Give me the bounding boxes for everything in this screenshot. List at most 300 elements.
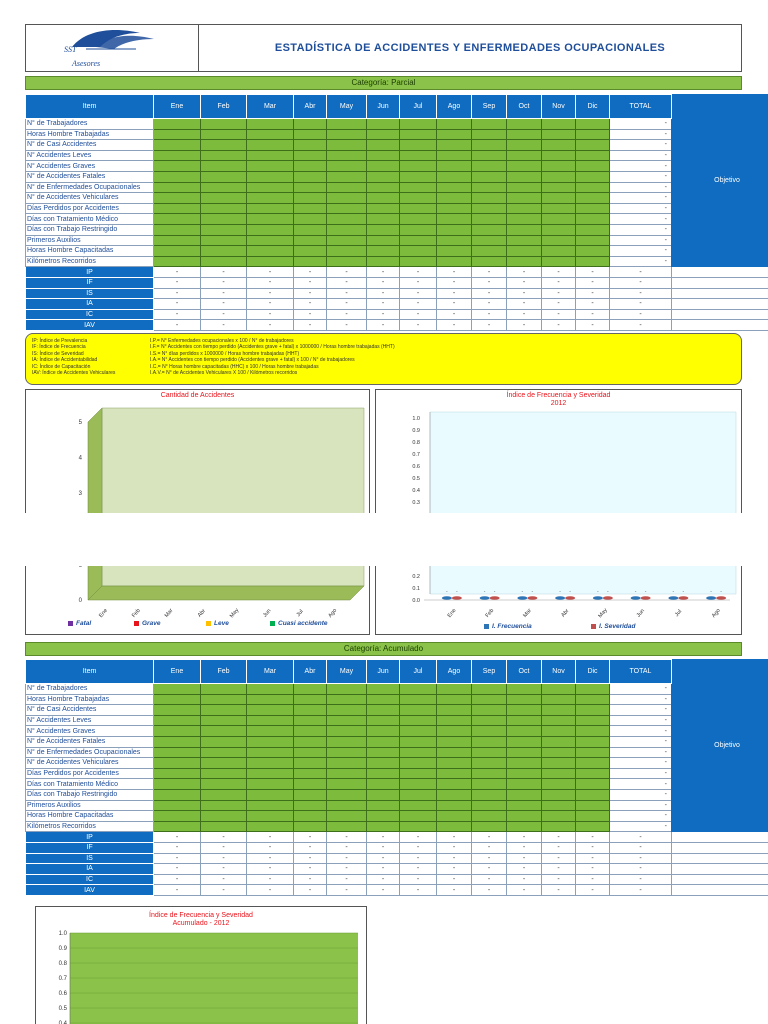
data-input-cell[interactable] [576,119,610,130]
data-input-cell[interactable] [247,171,294,182]
data-input-cell[interactable] [154,224,201,235]
data-input-cell[interactable] [542,779,576,790]
data-input-cell[interactable] [507,705,542,716]
data-input-cell[interactable] [247,140,294,151]
data-input-cell[interactable] [507,171,542,182]
data-input-cell[interactable] [367,119,400,130]
data-input-cell[interactable] [576,800,610,811]
data-input-cell[interactable] [472,182,507,193]
data-input-cell[interactable] [294,768,327,779]
data-input-cell[interactable] [576,171,610,182]
data-input-cell[interactable] [507,246,542,257]
data-input-cell[interactable] [327,161,367,172]
data-input-cell[interactable] [542,694,576,705]
data-input-cell[interactable] [472,684,507,695]
data-input-cell[interactable] [367,256,400,267]
data-input-cell[interactable] [437,203,472,214]
data-input-cell[interactable] [247,161,294,172]
data-input-cell[interactable] [367,747,400,758]
data-input-cell[interactable] [576,789,610,800]
data-input-cell[interactable] [294,182,327,193]
data-input-cell[interactable] [294,203,327,214]
data-input-cell[interactable] [437,150,472,161]
data-input-cell[interactable] [437,694,472,705]
data-input-cell[interactable] [154,684,201,695]
data-input-cell[interactable] [154,235,201,246]
data-input-cell[interactable] [294,256,327,267]
data-input-cell[interactable] [367,694,400,705]
data-input-cell[interactable] [247,150,294,161]
data-input-cell[interactable] [576,684,610,695]
data-input-cell[interactable] [576,129,610,140]
data-input-cell[interactable] [154,246,201,257]
data-input-cell[interactable] [507,811,542,822]
data-input-cell[interactable] [400,203,437,214]
data-input-cell[interactable] [472,726,507,737]
data-input-cell[interactable] [327,256,367,267]
data-input-cell[interactable] [437,171,472,182]
data-input-cell[interactable] [327,726,367,737]
data-input-cell[interactable] [576,694,610,705]
data-input-cell[interactable] [437,736,472,747]
data-input-cell[interactable] [327,150,367,161]
data-input-cell[interactable] [294,171,327,182]
data-input-cell[interactable] [294,246,327,257]
data-input-cell[interactable] [542,705,576,716]
data-input-cell[interactable] [472,705,507,716]
data-input-cell[interactable] [542,821,576,832]
data-input-cell[interactable] [201,758,247,769]
data-input-cell[interactable] [507,715,542,726]
data-input-cell[interactable] [437,684,472,695]
data-input-cell[interactable] [247,726,294,737]
data-input-cell[interactable] [327,821,367,832]
data-input-cell[interactable] [542,246,576,257]
data-input-cell[interactable] [437,246,472,257]
data-input-cell[interactable] [367,161,400,172]
data-input-cell[interactable] [472,779,507,790]
data-input-cell[interactable] [201,171,247,182]
data-input-cell[interactable] [367,768,400,779]
data-input-cell[interactable] [507,758,542,769]
data-input-cell[interactable] [367,800,400,811]
data-input-cell[interactable] [327,140,367,151]
data-input-cell[interactable] [367,684,400,695]
data-input-cell[interactable] [367,246,400,257]
data-input-cell[interactable] [576,779,610,790]
data-input-cell[interactable] [294,119,327,130]
data-input-cell[interactable] [542,203,576,214]
data-input-cell[interactable] [247,235,294,246]
data-input-cell[interactable] [154,161,201,172]
data-input-cell[interactable] [201,182,247,193]
data-input-cell[interactable] [201,161,247,172]
data-input-cell[interactable] [400,193,437,204]
data-input-cell[interactable] [154,256,201,267]
data-input-cell[interactable] [437,800,472,811]
data-input-cell[interactable] [507,224,542,235]
data-input-cell[interactable] [507,694,542,705]
data-input-cell[interactable] [367,821,400,832]
data-input-cell[interactable] [247,694,294,705]
data-input-cell[interactable] [154,779,201,790]
data-input-cell[interactable] [201,800,247,811]
data-input-cell[interactable] [154,800,201,811]
data-input-cell[interactable] [327,171,367,182]
data-input-cell[interactable] [294,694,327,705]
data-input-cell[interactable] [294,800,327,811]
data-input-cell[interactable] [576,182,610,193]
data-input-cell[interactable] [367,811,400,822]
data-input-cell[interactable] [542,161,576,172]
data-input-cell[interactable] [201,779,247,790]
data-input-cell[interactable] [437,161,472,172]
data-input-cell[interactable] [576,214,610,225]
data-input-cell[interactable] [294,705,327,716]
data-input-cell[interactable] [437,256,472,267]
data-input-cell[interactable] [507,684,542,695]
data-input-cell[interactable] [400,705,437,716]
data-input-cell[interactable] [472,235,507,246]
data-input-cell[interactable] [472,789,507,800]
data-input-cell[interactable] [367,779,400,790]
data-input-cell[interactable] [294,193,327,204]
data-input-cell[interactable] [576,736,610,747]
data-input-cell[interactable] [400,768,437,779]
data-input-cell[interactable] [294,789,327,800]
data-input-cell[interactable] [367,171,400,182]
data-input-cell[interactable] [400,182,437,193]
data-input-cell[interactable] [247,789,294,800]
data-input-cell[interactable] [437,214,472,225]
data-input-cell[interactable] [542,235,576,246]
data-input-cell[interactable] [201,119,247,130]
data-input-cell[interactable] [400,715,437,726]
data-input-cell[interactable] [367,789,400,800]
data-input-cell[interactable] [576,246,610,257]
data-input-cell[interactable] [294,726,327,737]
data-input-cell[interactable] [437,726,472,737]
data-input-cell[interactable] [294,811,327,822]
data-input-cell[interactable] [294,715,327,726]
data-input-cell[interactable] [201,129,247,140]
data-input-cell[interactable] [400,684,437,695]
data-input-cell[interactable] [576,726,610,737]
data-input-cell[interactable] [201,193,247,204]
data-input-cell[interactable] [400,736,437,747]
data-input-cell[interactable] [154,736,201,747]
data-input-cell[interactable] [542,256,576,267]
data-input-cell[interactable] [542,129,576,140]
data-input-cell[interactable] [507,235,542,246]
data-input-cell[interactable] [507,214,542,225]
data-input-cell[interactable] [154,715,201,726]
data-input-cell[interactable] [472,129,507,140]
data-input-cell[interactable] [507,140,542,151]
data-input-cell[interactable] [472,193,507,204]
data-input-cell[interactable] [201,705,247,716]
data-input-cell[interactable] [154,150,201,161]
data-input-cell[interactable] [400,119,437,130]
data-input-cell[interactable] [247,182,294,193]
data-input-cell[interactable] [437,193,472,204]
data-input-cell[interactable] [327,119,367,130]
data-input-cell[interactable] [576,705,610,716]
data-input-cell[interactable] [437,811,472,822]
data-input-cell[interactable] [507,193,542,204]
data-input-cell[interactable] [472,736,507,747]
data-input-cell[interactable] [327,758,367,769]
data-input-cell[interactable] [367,736,400,747]
data-input-cell[interactable] [576,821,610,832]
data-input-cell[interactable] [400,161,437,172]
data-input-cell[interactable] [472,747,507,758]
data-input-cell[interactable] [576,203,610,214]
data-input-cell[interactable] [472,214,507,225]
data-input-cell[interactable] [542,171,576,182]
data-input-cell[interactable] [472,715,507,726]
data-input-cell[interactable] [542,811,576,822]
data-input-cell[interactable] [437,119,472,130]
data-input-cell[interactable] [201,715,247,726]
data-input-cell[interactable] [507,768,542,779]
data-input-cell[interactable] [367,129,400,140]
data-input-cell[interactable] [507,203,542,214]
data-input-cell[interactable] [400,140,437,151]
data-input-cell[interactable] [327,193,367,204]
data-input-cell[interactable] [437,140,472,151]
data-input-cell[interactable] [327,684,367,695]
data-input-cell[interactable] [400,235,437,246]
data-input-cell[interactable] [400,214,437,225]
data-input-cell[interactable] [247,193,294,204]
data-input-cell[interactable] [201,224,247,235]
data-input-cell[interactable] [294,758,327,769]
data-input-cell[interactable] [294,684,327,695]
data-input-cell[interactable] [400,171,437,182]
data-input-cell[interactable] [294,779,327,790]
data-input-cell[interactable] [507,150,542,161]
data-input-cell[interactable] [542,715,576,726]
data-input-cell[interactable] [437,182,472,193]
data-input-cell[interactable] [201,214,247,225]
data-input-cell[interactable] [294,140,327,151]
data-input-cell[interactable] [294,129,327,140]
data-input-cell[interactable] [327,736,367,747]
data-input-cell[interactable] [472,811,507,822]
data-input-cell[interactable] [327,789,367,800]
data-input-cell[interactable] [437,705,472,716]
data-input-cell[interactable] [367,726,400,737]
data-input-cell[interactable] [247,758,294,769]
data-input-cell[interactable] [437,789,472,800]
data-input-cell[interactable] [201,789,247,800]
data-input-cell[interactable] [367,150,400,161]
data-input-cell[interactable] [154,705,201,716]
data-input-cell[interactable] [400,150,437,161]
data-input-cell[interactable] [576,235,610,246]
data-input-cell[interactable] [367,224,400,235]
data-input-cell[interactable] [472,203,507,214]
data-input-cell[interactable] [247,119,294,130]
data-input-cell[interactable] [507,779,542,790]
data-input-cell[interactable] [201,140,247,151]
data-input-cell[interactable] [507,800,542,811]
data-input-cell[interactable] [154,758,201,769]
data-input-cell[interactable] [400,726,437,737]
data-input-cell[interactable] [542,193,576,204]
data-input-cell[interactable] [154,203,201,214]
data-input-cell[interactable] [472,140,507,151]
data-input-cell[interactable] [400,246,437,257]
data-input-cell[interactable] [542,758,576,769]
data-input-cell[interactable] [400,800,437,811]
data-input-cell[interactable] [472,150,507,161]
data-input-cell[interactable] [576,256,610,267]
data-input-cell[interactable] [201,821,247,832]
data-input-cell[interactable] [154,789,201,800]
data-input-cell[interactable] [367,715,400,726]
data-input-cell[interactable] [247,736,294,747]
data-input-cell[interactable] [437,235,472,246]
data-input-cell[interactable] [576,715,610,726]
data-input-cell[interactable] [507,129,542,140]
data-input-cell[interactable] [247,747,294,758]
data-input-cell[interactable] [327,715,367,726]
data-input-cell[interactable] [201,246,247,257]
data-input-cell[interactable] [542,684,576,695]
data-input-cell[interactable] [327,235,367,246]
data-input-cell[interactable] [400,811,437,822]
data-input-cell[interactable] [576,747,610,758]
data-input-cell[interactable] [400,129,437,140]
data-input-cell[interactable] [507,161,542,172]
data-input-cell[interactable] [201,768,247,779]
data-input-cell[interactable] [507,789,542,800]
data-input-cell[interactable] [472,171,507,182]
data-input-cell[interactable] [294,161,327,172]
data-input-cell[interactable] [327,800,367,811]
data-input-cell[interactable] [367,203,400,214]
data-input-cell[interactable] [247,684,294,695]
data-input-cell[interactable] [201,726,247,737]
data-input-cell[interactable] [294,235,327,246]
data-input-cell[interactable] [247,214,294,225]
data-input-cell[interactable] [542,182,576,193]
data-input-cell[interactable] [294,150,327,161]
data-input-cell[interactable] [472,161,507,172]
data-input-cell[interactable] [247,203,294,214]
data-input-cell[interactable] [576,161,610,172]
data-input-cell[interactable] [472,224,507,235]
data-input-cell[interactable] [201,694,247,705]
data-input-cell[interactable] [247,715,294,726]
data-input-cell[interactable] [327,203,367,214]
data-input-cell[interactable] [294,214,327,225]
data-input-cell[interactable] [201,203,247,214]
data-input-cell[interactable] [576,768,610,779]
data-input-cell[interactable] [247,129,294,140]
data-input-cell[interactable] [247,768,294,779]
data-input-cell[interactable] [437,747,472,758]
data-input-cell[interactable] [507,256,542,267]
data-input-cell[interactable] [154,768,201,779]
data-input-cell[interactable] [507,119,542,130]
data-input-cell[interactable] [542,789,576,800]
data-input-cell[interactable] [437,715,472,726]
data-input-cell[interactable] [294,821,327,832]
data-input-cell[interactable] [367,705,400,716]
data-input-cell[interactable] [400,779,437,790]
data-input-cell[interactable] [507,736,542,747]
data-input-cell[interactable] [247,246,294,257]
data-input-cell[interactable] [154,140,201,151]
data-input-cell[interactable] [576,193,610,204]
data-input-cell[interactable] [437,821,472,832]
data-input-cell[interactable] [472,119,507,130]
data-input-cell[interactable] [542,140,576,151]
data-input-cell[interactable] [400,256,437,267]
data-input-cell[interactable] [247,811,294,822]
data-input-cell[interactable] [294,747,327,758]
data-input-cell[interactable] [327,747,367,758]
data-input-cell[interactable] [201,736,247,747]
data-input-cell[interactable] [201,684,247,695]
data-input-cell[interactable] [472,821,507,832]
data-input-cell[interactable] [327,705,367,716]
data-input-cell[interactable] [472,800,507,811]
data-input-cell[interactable] [400,747,437,758]
data-input-cell[interactable] [437,779,472,790]
data-input-cell[interactable] [327,224,367,235]
data-input-cell[interactable] [400,224,437,235]
data-input-cell[interactable] [507,821,542,832]
data-input-cell[interactable] [472,694,507,705]
data-input-cell[interactable] [201,256,247,267]
data-input-cell[interactable] [367,193,400,204]
data-input-cell[interactable] [154,129,201,140]
data-input-cell[interactable] [542,119,576,130]
data-input-cell[interactable] [437,224,472,235]
data-input-cell[interactable] [154,821,201,832]
data-input-cell[interactable] [327,768,367,779]
data-input-cell[interactable] [507,182,542,193]
data-input-cell[interactable] [367,235,400,246]
data-input-cell[interactable] [201,747,247,758]
data-input-cell[interactable] [154,694,201,705]
data-input-cell[interactable] [154,811,201,822]
data-input-cell[interactable] [247,779,294,790]
data-input-cell[interactable] [576,150,610,161]
data-input-cell[interactable] [472,758,507,769]
data-input-cell[interactable] [154,171,201,182]
data-input-cell[interactable] [201,150,247,161]
data-input-cell[interactable] [294,736,327,747]
data-input-cell[interactable] [154,119,201,130]
data-input-cell[interactable] [542,726,576,737]
data-input-cell[interactable] [247,705,294,716]
data-input-cell[interactable] [327,694,367,705]
data-input-cell[interactable] [400,789,437,800]
data-input-cell[interactable] [542,224,576,235]
data-input-cell[interactable] [327,182,367,193]
data-input-cell[interactable] [542,747,576,758]
data-input-cell[interactable] [327,811,367,822]
data-input-cell[interactable] [576,140,610,151]
data-input-cell[interactable] [400,694,437,705]
data-input-cell[interactable] [247,800,294,811]
data-input-cell[interactable] [154,182,201,193]
